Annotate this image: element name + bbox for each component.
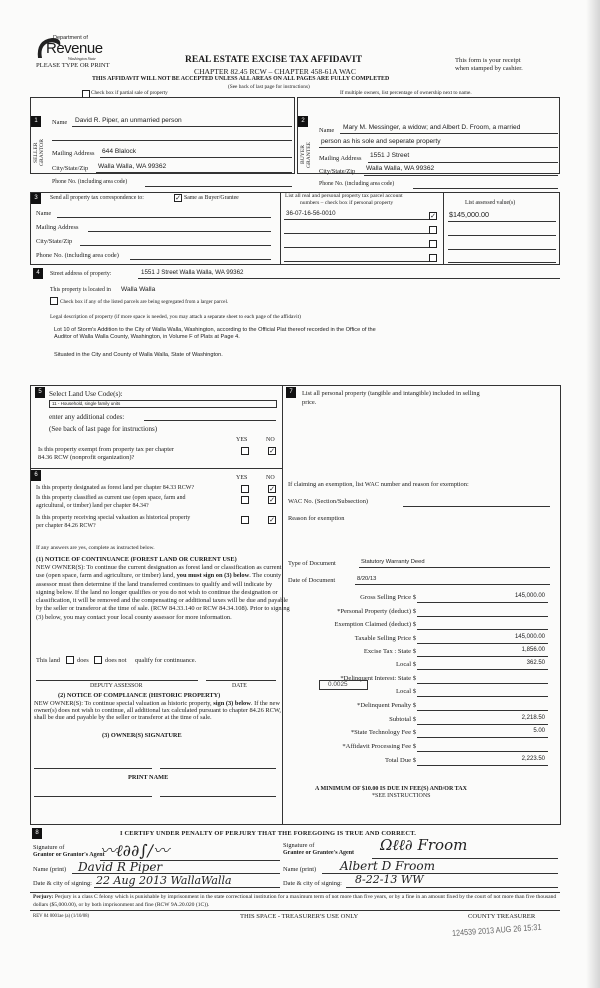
corr-phone-label: Phone No. (including area code) — [36, 252, 119, 259]
buyer-name-label: Name — [319, 127, 335, 134]
same-as-buyer-checkbox[interactable]: ✓ — [175, 194, 181, 202]
segregated-checkbox[interactable] — [50, 297, 58, 305]
buyer-city-label: City/State/Zip — [319, 168, 356, 175]
current-use-yes-checkbox[interactable] — [241, 496, 249, 504]
street-address-label: Street address of property: — [50, 271, 112, 277]
logo-state: Washington State — [68, 56, 96, 61]
buyer-grantee-label: BUYER GRANTEE — [300, 141, 312, 169]
fee-value[interactable]: 145,000.00 — [514, 634, 545, 640]
personal-property-checkbox-2[interactable] — [429, 226, 437, 234]
fee-label: *Affidavit Processing Fee $ — [342, 743, 416, 750]
fee-label: *Delinquent Interest: State $ — [340, 675, 416, 682]
certify-statement: I CERTIFY UNDER PENALTY OF PERJURY THAT THE FOREGOING IS TRUE AND CORRECT. — [120, 830, 416, 837]
fee-label: *Delinquent Penalty $ — [357, 702, 416, 709]
personal-property-checkbox-3[interactable] — [429, 240, 437, 248]
see-instructions-note: *SEE INSTRUCTIONS — [372, 793, 431, 799]
grantor-agent-label: Grantor or Grantor's Agent — [33, 852, 105, 858]
notice-continuance-title: (1) NOTICE OF CONTINUANCE (FOREST LAND OR CURRENT USE) — [36, 556, 237, 563]
grantee-name-print-label: Name (print) — [283, 866, 317, 873]
seller-grantor-label: SELLER GRANTOR — [33, 139, 45, 167]
grantor-date-city-label: Date & city of signing: — [33, 880, 92, 887]
grantor-signature[interactable]: 〰ℓ∂∂∫∕〰 — [100, 841, 169, 860]
if-yes-note: If any answers are yes, complete as instructed below. — [36, 545, 155, 551]
correspondence-label: Send all property tax correspondence to: — [50, 195, 144, 201]
document-type-field[interactable]: Statutory Warranty Deed — [361, 559, 425, 565]
legal-description-label: Legal description of property (if more space is needed, you may attach a separate sheet to each page of the affidavit) — [50, 314, 301, 320]
wac-number-label: WAC No. (Section/Subsection) — [288, 498, 369, 505]
sec5-yes-header: YES — [236, 437, 248, 443]
parcel-number-field[interactable]: 36-07-16-56-0010 — [286, 210, 336, 217]
seller-address-field[interactable]: 644 Blalock — [102, 148, 137, 155]
seller-name-label: Name — [52, 119, 68, 126]
current-use-question-1: Is this property classified as current use (open space, farm and — [36, 495, 186, 501]
please-type: PLEASE TYPE OR PRINT — [36, 62, 110, 69]
grantee-signature-of-label: Signature of — [283, 842, 315, 849]
exempt-yes-checkbox[interactable] — [241, 447, 249, 455]
form-title: REAL ESTATE EXCISE TAX AFFIDAVIT — [185, 55, 363, 65]
sec6-no-header: NO — [266, 475, 275, 481]
buyer-name-field[interactable]: Mary M. Messinger, a widow; and Albert D. Froom, a married — [343, 124, 521, 131]
fee-label: Taxable Selling Price $ — [354, 635, 416, 642]
personal-property-label: List all personal property (tangible and intangible) included in selling — [302, 390, 480, 397]
seller-name-field[interactable]: David R. Piper, an unmarried person — [75, 117, 182, 124]
partial-sale-label: Check box if partial sale of property — [91, 90, 168, 96]
deputy-assessor-label: DEPUTY ASSESSOR — [90, 683, 143, 689]
land-use-see-back: (See back of last page for instructions) — [49, 425, 158, 433]
section-6-number: 6 — [31, 470, 41, 481]
fee-value[interactable]: 145,000.00 — [514, 593, 545, 599]
qualify-label: qualify for continuance. — [135, 657, 197, 664]
owner-signature-label: (3) OWNER(S) SIGNATURE — [102, 732, 182, 739]
document-date-field[interactable]: 8/20/13 — [357, 576, 377, 582]
personal-property-checkbox-4[interactable] — [429, 254, 437, 262]
treasurer-use-label: THIS SPACE - TREASURER'S USE ONLY — [240, 913, 359, 920]
section-5-number: 5 — [35, 387, 45, 398]
fee-value[interactable]: 362.50 — [526, 660, 545, 666]
fee-label: Total Due $ — [384, 757, 416, 764]
exempt-question-2: 84.36 RCW (nonprofit organization)? — [38, 454, 135, 461]
print-name-label: PRINT NAME — [128, 774, 169, 781]
sec6-yes-header: YES — [236, 475, 248, 481]
fee-value[interactable]: 5.00 — [533, 728, 545, 734]
perjury-notice: Perjury: Perjury is a class C felony which is punishable by imprisonment in the state correctional institution for a maximum term of not more than five years, or by a fine in an amount fixed by the court of not more than five thousand dollars ($5,000.00), or by both imprisonment and fine (RCW 9A.20.020 (1C)). — [33, 894, 557, 908]
notice-compliance-text: NEW OWNER(S): To continue special valuation as historic property, sign (3) below. If the new owner(s) does not wish to continue, all additional tax calculated pursuant to chapter 84.26 RCW, shall be due and payable by the seller or transferor at the time of sale. — [34, 700, 281, 721]
local-rate-value: 0.0025 — [328, 681, 348, 688]
grantee-date-city[interactable]: 8-22-13 WW — [355, 873, 424, 886]
grantee-agent-label: Grantee or Grantee's Agent — [283, 850, 355, 856]
exempt-no-checkbox[interactable]: ✓ — [269, 447, 275, 455]
assessed-header: List assessed value(s) — [465, 200, 516, 206]
buyer-address-label: Mailing Address — [319, 155, 362, 162]
fee-label: *State Technology Fee $ — [350, 729, 416, 736]
parcel-header-2: numbers – check box if personal property — [300, 200, 394, 206]
forest-yes-checkbox[interactable] — [241, 485, 249, 493]
exemption-label: If claiming an exemption, list WAC number and reason for exemption: — [288, 481, 469, 488]
forest-no-checkbox[interactable]: ✓ — [269, 485, 275, 493]
grantee-signature[interactable]: Ωℓℓ∂ Froom — [380, 836, 468, 854]
parcel-header-1: List all real and personal property tax parcel account — [285, 193, 403, 199]
section-3-number: 3 — [31, 193, 41, 204]
forest-land-question: Is this property designated as forest land per chapter 84.33 RCW? — [36, 485, 195, 491]
form-revision: REV 84 0001ae (a) (1/10/08) — [33, 914, 90, 919]
section-2-number: 2 — [298, 116, 308, 127]
completion-warning: THIS AFFIDAVIT WILL NOT BE ACCEPTED UNLESS ALL AREAS ON ALL PAGES ARE FULLY COMPLETED — [92, 76, 390, 82]
land-use-select[interactable] — [49, 400, 277, 408]
notice-continuance-text: NEW OWNER(S): To continue the current designation as forest land or classification as current use (open space, farm and agriculture, or timber) land, you must sign on (3) below. The county assessor must then determine if the land transferred continues to qualify and will indicate by signing below. If the land no longer qualifies or you do not wish to continue the designation or classification, it will be removed and the compensating or additional taxes will be due and payable by the seller or transferor at the time of sale. (RCW 84.33.140 or RCW 84.34.108). Prior to signing (3) below, you may contact your local county assessor for more information. — [36, 564, 290, 621]
form-chapter: CHAPTER 82.45 RCW – CHAPTER 458-61A WAC — [194, 67, 356, 76]
this-land-label: This land — [36, 657, 60, 664]
fee-label: Exemption Claimed (deduct) $ — [334, 621, 416, 628]
section-4-number: 4 — [33, 268, 43, 279]
grantor-name-print[interactable]: David R Piper — [78, 860, 163, 874]
street-address-field[interactable]: 1551 J Street Walla Walla, WA 99362 — [141, 269, 244, 276]
exempt-question-1: Is this property exempt from property tax per chapter — [38, 446, 174, 453]
historic-question-1: Is this property receiving special valuation as historical property — [36, 515, 191, 521]
fee-value[interactable]: 2,223.50 — [521, 756, 545, 762]
logo-word: Revenue — [46, 40, 103, 57]
historic-question-2: per chapter 84.26 RCW? — [36, 523, 96, 529]
local-rate-box[interactable] — [319, 680, 368, 690]
grantor-name-print-label: Name (print) — [33, 866, 67, 873]
fee-label: Gross Selling Price $ — [360, 594, 416, 601]
additional-codes-label: enter any additional codes: — [49, 413, 125, 421]
fee-label: Local $ — [396, 661, 416, 668]
grantor-date-city[interactable]: 22 Aug 2013 WallaWalla — [96, 874, 232, 887]
seller-city-label: City/State/Zip — [52, 165, 89, 172]
document-type-label: Type of Document — [288, 560, 336, 567]
buyer-city-field[interactable]: Walla Walla, WA 99362 — [366, 165, 435, 172]
seller-city-field[interactable]: Walla Walla, WA 99362 — [98, 163, 167, 170]
see-back-note: (See back of last page for instructions) — [228, 84, 310, 90]
grantee-name-print[interactable]: Albert D Froom — [340, 859, 435, 873]
buyer-name-line2[interactable]: person as his sole and seperate property — [321, 138, 441, 145]
section-1-number: 1 — [31, 116, 41, 127]
fee-value[interactable]: 2,218.50 — [521, 715, 545, 721]
fee-label: *Personal Property (deduct) $ — [337, 608, 416, 615]
section-7-number: 7 — [286, 387, 296, 398]
land-use-code: 11 - Household, single family units — [52, 401, 121, 406]
corr-address-label: Mailing Address — [36, 224, 79, 231]
historic-no-checkbox[interactable]: ✓ — [269, 516, 275, 524]
current-use-no-checkbox[interactable]: ✓ — [269, 496, 275, 504]
section-8-number: 8 — [32, 828, 42, 839]
minimum-due-note: A MINIMUM OF $10.00 IS DUE IN FEE(S) AND/OR TAX — [315, 786, 467, 792]
historic-yes-checkbox[interactable] — [241, 516, 249, 524]
fee-label: Excise Tax : State $ — [363, 648, 416, 655]
located-in-label: This property is located in — [50, 287, 111, 293]
document-date-label: Date of Document — [288, 577, 336, 584]
legal-description-line-1[interactable]: Lot 10 of Storm's Addition to the City of Walla Walla, Washington, according to the Official Plat thereof recorded in the Office of the — [54, 327, 376, 333]
does-not-label: does not — [105, 657, 127, 664]
county-treasurer-label: COUNTY TREASURER — [468, 913, 536, 920]
assessed-value-field[interactable]: $145,000.00 — [449, 210, 489, 219]
does-not-qualify-checkbox[interactable] — [94, 656, 102, 664]
corr-name-label: Name — [36, 210, 52, 217]
receipt-note-2: when stamped by cashier. — [455, 65, 523, 72]
notice-compliance-title: (2) NOTICE OF COMPLIANCE (HISTORIC PROPERTY) — [58, 692, 221, 699]
legal-description-line-3[interactable]: Situated in the City and County of Walla Walla, State of Washington. — [54, 352, 223, 358]
does-label: does — [77, 657, 89, 664]
receipt-note-1: This form is your receipt — [455, 57, 521, 64]
located-in-field[interactable]: Walla Walla — [121, 286, 156, 293]
scan-edge — [586, 0, 600, 988]
corr-city-label: City/State/Zip — [36, 238, 73, 245]
land-use-label: Select Land Use Code(s): — [49, 390, 123, 398]
does-qualify-checkbox[interactable] — [66, 656, 74, 664]
buyer-phone-label: Phone No. (including area code) — [319, 181, 395, 187]
assessor-date-label: DATE — [232, 683, 247, 689]
grantee-date-city-label: Date & city of signing: — [283, 880, 342, 887]
multiple-owners-note: If multiple owners, list percentage of ownership next to name. — [340, 90, 472, 96]
seller-phone-label: Phone No. (including area code) — [52, 179, 128, 185]
fee-value[interactable]: 1,856.00 — [521, 647, 545, 653]
exemption-reason-label: Reason for exemption — [288, 515, 345, 522]
seller-address-label: Mailing Address — [52, 150, 95, 157]
buyer-address-field[interactable]: 1551 J Street — [370, 152, 410, 159]
fee-label: Subtotal $ — [389, 716, 416, 723]
segregated-label: Check box if any of the listed parcels are being segregated from a larger parcel. — [60, 299, 229, 305]
grantor-signature-of-label: Signature of — [33, 844, 65, 851]
treasurer-stamp: 124539 2013 AUG 26 15:31 — [451, 921, 542, 938]
legal-description-line-2[interactable]: Auditor of Walla Walla County, Washington, in Volume F of Plats at Page 4. — [54, 334, 240, 340]
same-as-buyer-label: Same as Buyer/Grantee — [184, 195, 239, 201]
personal-property-checkbox-1[interactable]: ✓ — [430, 212, 436, 220]
sec5-no-header: NO — [266, 437, 275, 443]
logo-dept: Department of — [53, 35, 88, 41]
personal-property-label-2: price. — [302, 399, 317, 406]
fee-label: Local $ — [396, 688, 416, 695]
current-use-question-2: agricultural, or timber) land per chapter 84.34? — [36, 503, 149, 509]
